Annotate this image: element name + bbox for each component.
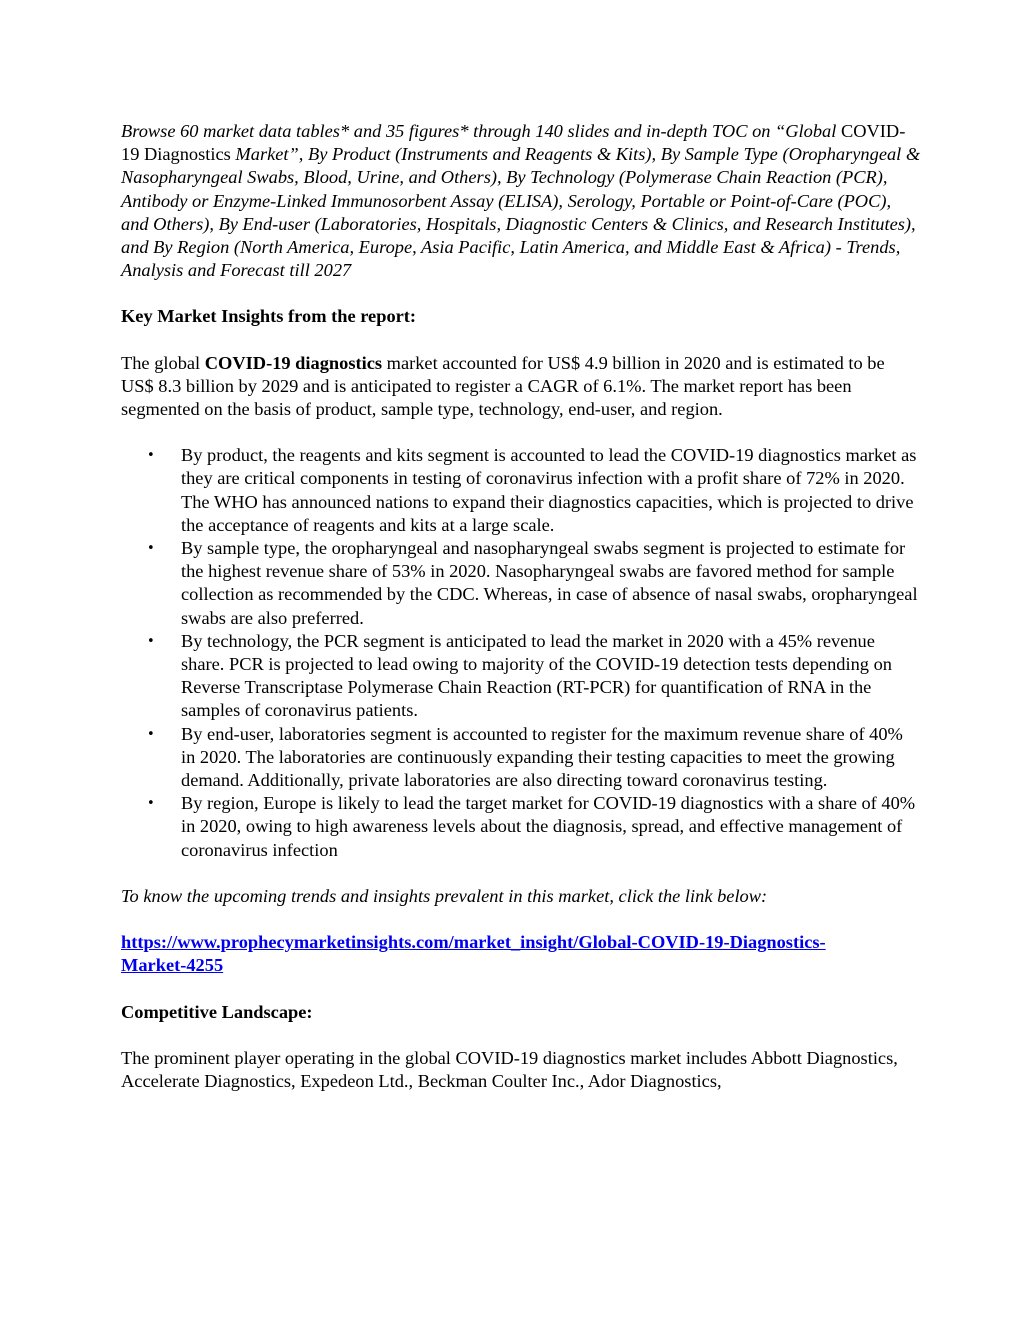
- bullet-icon: •: [147, 796, 155, 812]
- competitive-landscape-heading: Competitive Landscape:: [121, 1001, 313, 1022]
- insights-bullet-list: [121, 444, 921, 862]
- key-insights-heading: Key Market Insights from the report:: [121, 306, 417, 327]
- report-link-line1: https://www.prophecymarketinsights.com/market_insight/Global-COVID-19-Diagnostics-: [121, 932, 826, 953]
- bullet-text: By sample type, the oropharyngeal and nasopharyngeal swabs segment is projected to estimate for the highest revenue share of 53% in 2020. Nasopharyngeal swabs are favored method for sample collection as recommended by the CDC. Whereas, in case of absence of nasal swabs, oropharyngeal swabs are also preferred.: [181, 538, 918, 628]
- summary-bold-term: COVID-19 diagnostics: [204, 352, 383, 373]
- intro-paragraph: [121, 120, 921, 282]
- intro-text-part3: Market”, By Product (Instruments and Reagents & Kits), By Sample Type (Oropharyngeal & Nasopharyngeal Swabs, Blood, Urine, and Others), By Technology (Polymerase Chain Reaction (PCR), Antibody or Enzyme-Linked Immunosorbent Assay (ELISA), Serology, Portable or Point-of-Care (POC), and Others), By End-user (Laboratories, Hospitals, Diagnostic Centers & Clinics, and Research Institutes), and By Region (North America, Europe, Asia Pacific, Latin America, and Middle East & Africa) - Trends, Analysis and Forecast till 2027: [121, 144, 921, 281]
- intro-text-part1: Browse 60 market data tables* and 35 figures* through 140 slides and in-depth TOC on “Global: [121, 121, 841, 141]
- bullet-text: By product, the reagents and kits segment is accounted to lead the COVID-19 diagnostics market as they are critical components in testing of coronavirus infection with a profit share of 72% in 2020. The WHO has announced nations to expand their diagnostics capacities, which is projected to drive the acceptance of reagents and kits at a large scale.: [181, 445, 917, 535]
- document-page: [121, 120, 921, 1093]
- market-summary-paragraph: [121, 352, 921, 422]
- list-item: [121, 537, 921, 630]
- report-link-paragraph: [121, 931, 921, 977]
- bullet-icon: •: [147, 541, 155, 557]
- bullet-icon: •: [147, 448, 155, 464]
- list-item: [121, 723, 921, 793]
- bullet-text: By end-user, laboratories segment is accounted to register for the maximum revenue share of 40% in 2020. The laboratories are continuously expanding their testing capacities to meet the growing demand. Additionally, private laboratories are also directing toward coronavirus testing.: [181, 723, 903, 791]
- bullet-icon: •: [147, 726, 155, 742]
- intro-product-name: COVID-19 Diagnostics: [121, 121, 906, 165]
- list-item: [121, 630, 921, 723]
- competitive-landscape-paragraph: The prominent player operating in the global COVID-19 diagnostics market includes Abbott Diagnostics, Accelerate Diagnostics, Expedeon Ltd., Beckman Coulter Inc., Ador Diagnostics,: [121, 1047, 898, 1091]
- cta-paragraph: To know the upcoming trends and insights prevalent in this market, click the link below:: [121, 885, 768, 906]
- bullet-text: By region, Europe is likely to lead the target market for COVID-19 diagnostics with a share of 40% in 2020, owing to high awareness levels about the diagnosis, spread, and effective management of coronavirus infection: [181, 793, 916, 860]
- bullet-text: By technology, the PCR segment is anticipated to lead the market in 2020 with a 45% revenue share. PCR is projected to lead owing to majority of the COVID-19 detection tests depending on Reverse Transcriptase Polymerase Chain Reaction (RT-PCR) for quantification of RNA in the samples of coronavirus patients.: [181, 630, 892, 721]
- list-item: [121, 792, 921, 862]
- list-item: [121, 444, 921, 537]
- bullet-icon: •: [147, 633, 155, 649]
- summary-suffix: market accounted for US$ 4.9 billion in 2020 and is estimated to be US$ 8.3 billion by 2029 and is anticipated to register a CAGR of 6.1%. The market report has been segmented on the basis of product, sample type, technology, end-user, and region.: [121, 352, 885, 420]
- report-link-line2: Market-4255: [121, 955, 224, 976]
- summary-prefix: The global: [121, 352, 205, 373]
- report-link[interactable]: [121, 932, 826, 975]
